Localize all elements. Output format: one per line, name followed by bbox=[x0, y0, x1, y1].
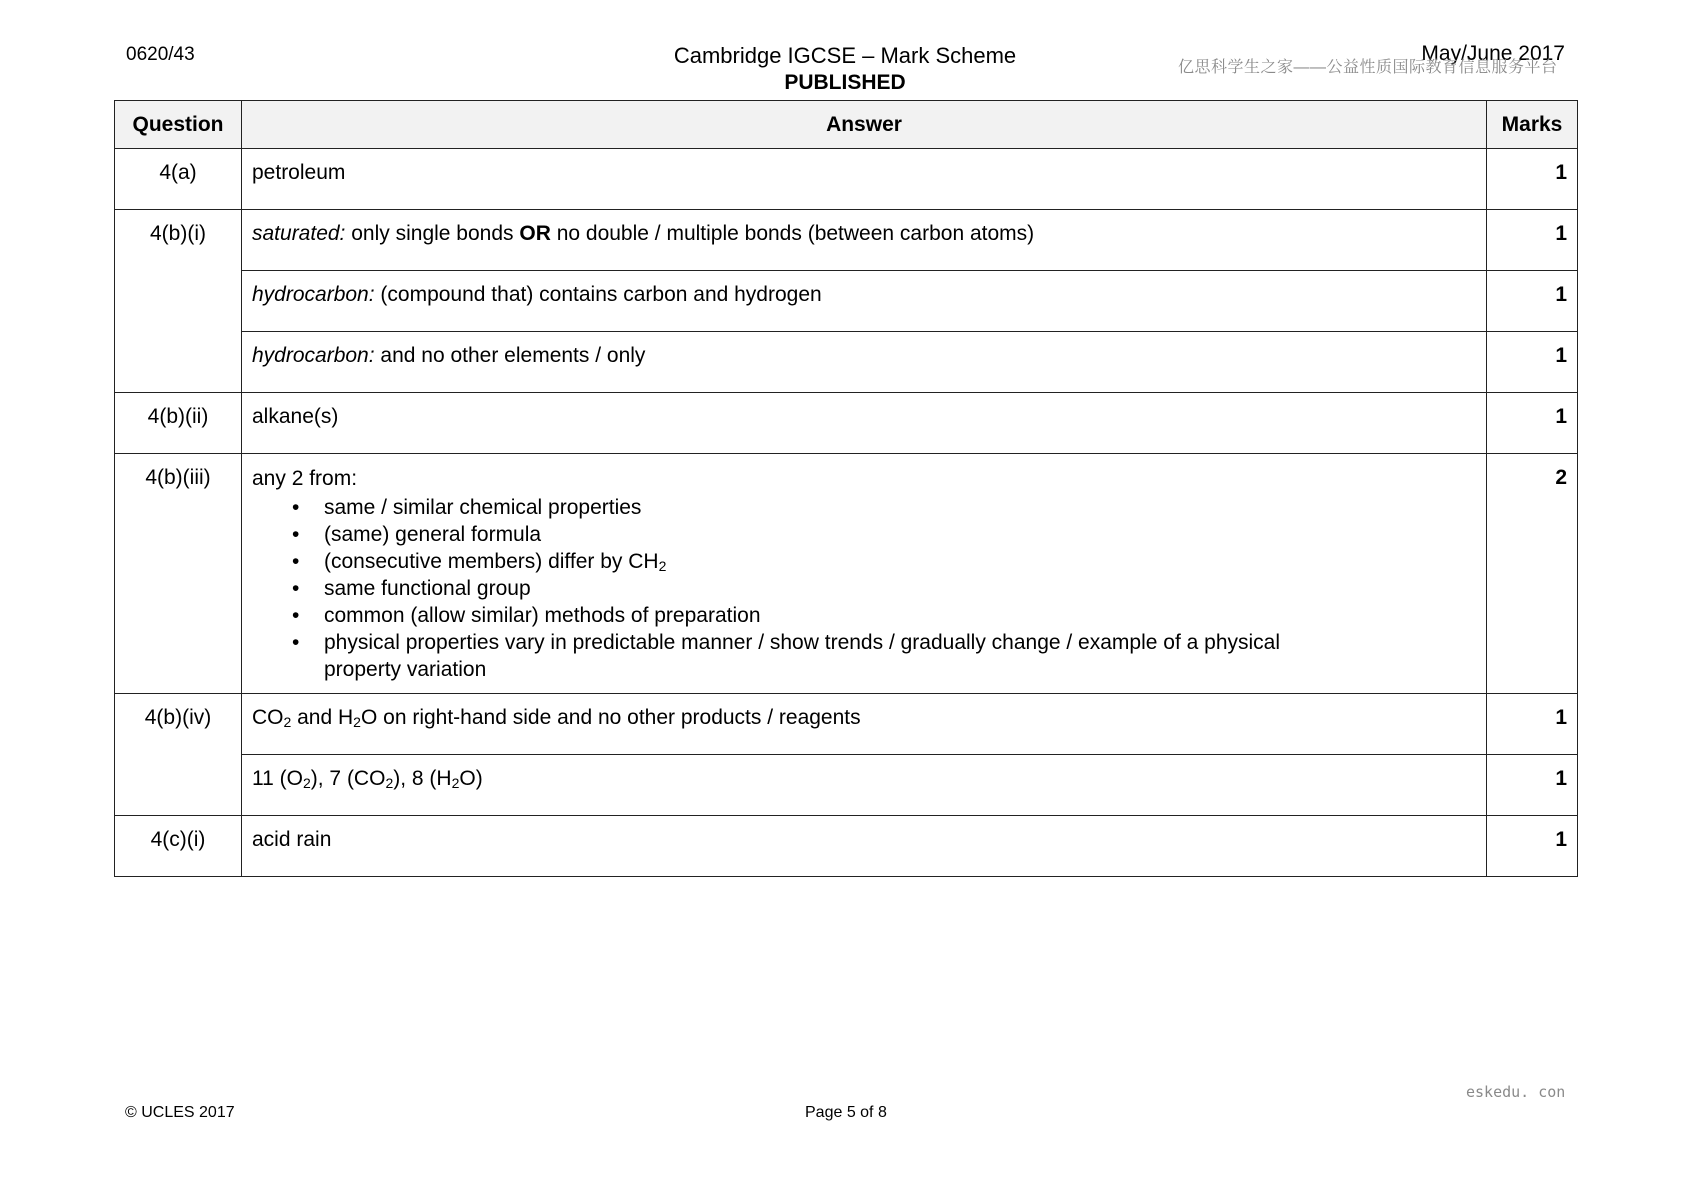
question-number: 4(c)(i) bbox=[115, 816, 242, 877]
answer-text bbox=[242, 271, 1487, 332]
table-row bbox=[115, 210, 1578, 271]
answer-part: 11 (O bbox=[252, 767, 303, 790]
subscript: 2 bbox=[283, 714, 292, 730]
answer-part: ), 8 (H bbox=[393, 767, 452, 790]
answer-part: (compound that) contains carbon and hydrogen bbox=[374, 283, 822, 306]
marks-value: 1 bbox=[1487, 393, 1578, 454]
footer-watermark: eskedu. con bbox=[1466, 1083, 1566, 1101]
exam-session: May/June 2017 bbox=[1421, 42, 1565, 65]
question-number: 4(b)(iv) bbox=[115, 694, 242, 816]
list-item: • same functional group bbox=[292, 575, 1476, 602]
answer-text bbox=[242, 454, 1487, 694]
answer-part: and no other elements / only bbox=[374, 344, 646, 367]
list-item: • physical properties vary in predictable manner / show trends / gradually change / example of a physical property variation bbox=[292, 629, 1476, 683]
table-row bbox=[115, 816, 1578, 877]
paper-code: 0620/43 bbox=[126, 44, 195, 65]
table-header-row bbox=[115, 101, 1578, 149]
answer-text bbox=[242, 755, 1487, 816]
column-header-answer: Answer bbox=[242, 101, 1487, 149]
answer-part: O on right-hand side and no other products / reagents bbox=[360, 706, 861, 729]
answer-term: saturated: bbox=[252, 222, 346, 245]
marks-value: 1 bbox=[1487, 271, 1578, 332]
marks-value: 1 bbox=[1487, 332, 1578, 393]
header-center bbox=[600, 42, 1090, 96]
answer-text: acid rain bbox=[242, 816, 1487, 877]
document-status: PUBLISHED bbox=[784, 71, 906, 94]
answer-connector: OR bbox=[519, 222, 551, 245]
column-header-question: Question bbox=[115, 101, 242, 149]
question-number: 4(b)(i) bbox=[115, 210, 242, 393]
table-row bbox=[115, 332, 1578, 393]
subscript: 2 bbox=[302, 775, 311, 791]
subscript: 2 bbox=[658, 558, 667, 574]
table-row bbox=[115, 454, 1578, 694]
subscript: 2 bbox=[451, 775, 460, 791]
question-number: 4(a) bbox=[115, 149, 242, 210]
marks-value: 1 bbox=[1487, 694, 1578, 755]
page-number: Page 5 of 8 bbox=[805, 1104, 887, 1121]
copyright-notice: © UCLES 2017 bbox=[125, 1104, 235, 1121]
watermark-text: 亿思科学生之家——公益性质国际教育信息服务平台 bbox=[1178, 59, 1558, 76]
marks-value: 1 bbox=[1487, 149, 1578, 210]
list-item bbox=[292, 548, 1476, 575]
table-row bbox=[115, 149, 1578, 210]
answer-text: petroleum bbox=[242, 149, 1487, 210]
list-item-text: (consecutive members) differ by CH bbox=[324, 550, 659, 573]
answer-part: O) bbox=[459, 767, 483, 790]
mark-scheme-table bbox=[114, 100, 1578, 877]
subscript: 2 bbox=[385, 775, 394, 791]
column-header-marks: Marks bbox=[1487, 101, 1578, 149]
answer-intro: any 2 from: bbox=[252, 467, 358, 490]
question-number: 4(b)(iii) bbox=[115, 454, 242, 694]
marks-value: 1 bbox=[1487, 755, 1578, 816]
answer-part: no double / multiple bonds (between carbon atoms) bbox=[550, 222, 1035, 245]
answer-text bbox=[242, 332, 1487, 393]
question-number: 4(b)(ii) bbox=[115, 393, 242, 454]
answer-part: only single bonds bbox=[345, 222, 520, 245]
table-row bbox=[115, 271, 1578, 332]
answer-text bbox=[242, 210, 1487, 271]
marks-value: 1 bbox=[1487, 210, 1578, 271]
answer-part: CO bbox=[252, 706, 284, 729]
answer-part: ), 7 (CO bbox=[310, 767, 386, 790]
marks-value: 1 bbox=[1487, 816, 1578, 877]
answer-term: hydrocarbon: bbox=[252, 344, 375, 367]
marks-value: 2 bbox=[1487, 454, 1578, 694]
list-item: • (same) general formula bbox=[292, 521, 1476, 548]
answer-part: and H bbox=[291, 706, 354, 729]
table-row bbox=[115, 755, 1578, 816]
subscript: 2 bbox=[353, 714, 361, 730]
answer-bullet-list bbox=[252, 494, 1476, 683]
answer-text: alkane(s) bbox=[242, 393, 1487, 454]
document-title: Cambridge IGCSE – Mark Scheme bbox=[673, 43, 1017, 68]
list-item: • same / similar chemical properties bbox=[292, 494, 1476, 521]
answer-text bbox=[242, 694, 1487, 755]
list-item: • common (allow similar) methods of preparation bbox=[292, 602, 1476, 629]
table-row bbox=[115, 694, 1578, 755]
table-row bbox=[115, 393, 1578, 454]
answer-term: hydrocarbon: bbox=[252, 283, 375, 306]
